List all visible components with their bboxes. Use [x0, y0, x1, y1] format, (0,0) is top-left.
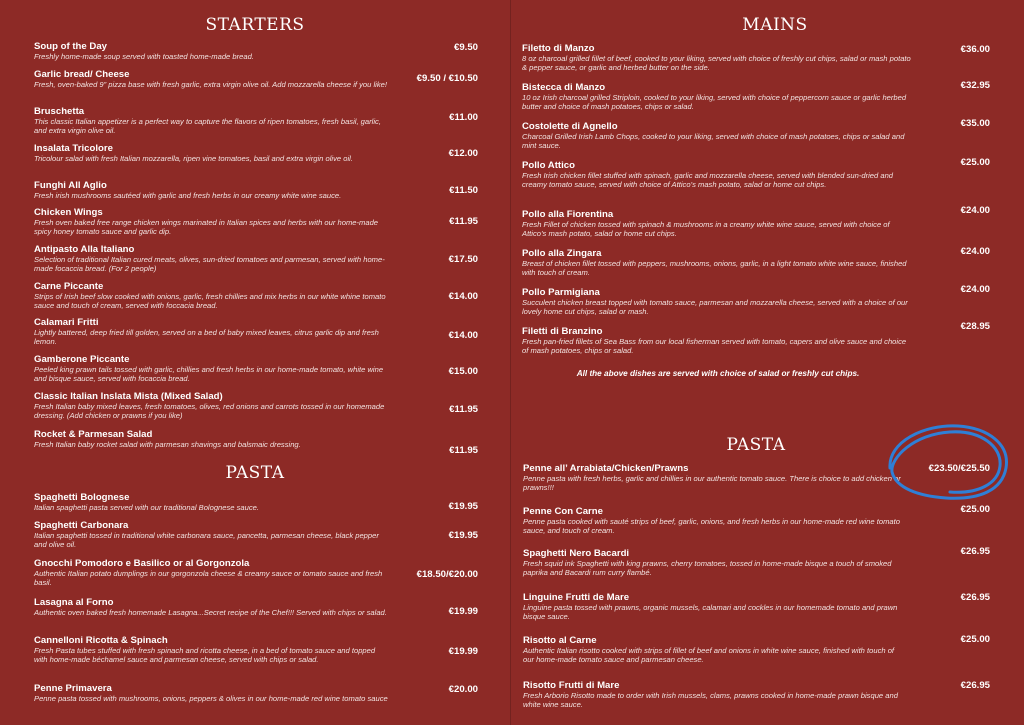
menu-item: [34, 520, 389, 550]
item-price: €19.95: [448, 530, 478, 541]
item-price: €11.95: [449, 216, 478, 227]
item-name: Soup of the Day: [34, 41, 108, 52]
item-description: Penne pasta cooked with sauté strips of beef, garlic, onions, and fresh herbs in our home-made red wine tomato sauce, and touch of cream.: [523, 517, 900, 536]
item-name: Calamari Fritti: [34, 317, 99, 328]
item-price: €23.50/€25.50: [928, 463, 990, 474]
pasta-right-title: PASTA: [726, 435, 786, 455]
item-name: Penne Con Carne: [523, 506, 603, 517]
menu-item: [522, 121, 914, 151]
pasta-left-title: PASTA: [225, 463, 285, 483]
menu-item: [34, 492, 389, 512]
item-name: Costolette di Agnello: [522, 121, 618, 132]
item-description: Breast of chicken fillet tossed with peppers, mushrooms, onions, garlic, in a light tomato white wine sauce, finished with touch of cream.: [522, 259, 907, 278]
menu-item: [34, 106, 389, 136]
item-name: Spaghetti Carbonara: [34, 520, 129, 531]
item-description: Succulent chicken breast topped with tomato sauce, parmesan and mozzarella cheese, served with a choice of our lovely home cut chips, salad or mash.: [522, 298, 908, 317]
item-description: Fresh oven baked free range chicken wings marinated in Italian spices and herbs with our home-made spicy honey tomato sauce and garlic dip.: [34, 218, 379, 237]
menu-item: [523, 592, 901, 622]
item-price: €25.00: [960, 504, 990, 515]
item-description: Fresh Fillet of chicken tossed with spinach & mushrooms in a creamy white wine sauce, served with choice of Attico’s mash potato, salad or home cut chips.: [522, 220, 890, 239]
item-price: €36.00: [960, 44, 990, 55]
item-description: Tricolour salad with fresh Italian mozzarella, ripen vine tomatoes, basil and extra virgin olive oil.: [34, 154, 353, 163]
item-name: Risotto Frutti di Mare: [523, 680, 620, 691]
item-name: Chicken Wings: [34, 207, 103, 218]
menu-item: [523, 680, 901, 710]
starters-title: STARTERS: [205, 15, 305, 35]
item-description: Italian spaghetti tossed in traditional white carbonara sauce, pancetta, parmesan cheese, black pepper and olive oil.: [34, 531, 379, 550]
menu-item: [522, 160, 914, 190]
item-price: €25.00: [960, 157, 990, 168]
item-description: 8 oz charcoal grilled fillet of beef, cooked to your liking, served with choice of freshly cut chips, salad or mash potato & pepper sauce, or garlic and herbed butter on the side.: [522, 54, 911, 73]
menu-item: [522, 287, 914, 317]
mains-footnote: All the above dishes are served with choice of salad or freshly cut chips.: [576, 369, 860, 378]
item-price: €11.50: [449, 185, 478, 196]
item-price: €11.95: [449, 404, 478, 415]
item-name: Pollo alla Zingara: [522, 248, 602, 259]
item-description: Fresh Arborio Risotto made to order with Irish mussels, clams, prawns cooked in home-made prawn bisque and white wine sauce.: [523, 691, 898, 710]
item-name: Bistecca di Manzo: [522, 82, 606, 93]
item-description: Authentic Italian potato dumplings in our gorgonzola cheese & creamy sauce or tomato sauce and fresh basil.: [34, 569, 383, 588]
menu-item: [34, 391, 389, 421]
item-description: Authentic Italian risotto cooked with strips of fillet of beef and onions in white wine sauce, finished with touch of our home-made tomato sauce and parmesan cheese.: [523, 646, 895, 665]
item-description: Linguine pasta tossed with prawns, organic mussels, calamari and cockles in our homemade tomato and prawn bisque sauce.: [523, 603, 898, 622]
menu-item: [522, 326, 914, 356]
menu-item: [522, 82, 914, 112]
item-description: Peeled king prawn tails tossed with garlic, chillies and fresh herbs in our home-made tomato, white wine and bisque sauce, served with focaccia bread.: [34, 365, 384, 384]
item-price: €26.95: [960, 592, 990, 603]
item-description: Freshly home-made soup served with toasted home-made bread.: [34, 52, 254, 61]
item-name: Rocket & Parmesan Salad: [34, 429, 153, 440]
item-name: Classic Italian Inslata Mista (Mixed Salad): [34, 391, 223, 402]
item-price: €11.95: [449, 445, 478, 456]
item-name: Penne Primavera: [34, 683, 112, 694]
item-price: €9.50: [453, 42, 478, 53]
item-name: Lasagna al Forno: [34, 597, 114, 608]
item-name: Pollo alla Fiorentina: [522, 209, 614, 220]
menu-item: [34, 207, 389, 237]
item-price: €14.00: [448, 330, 478, 341]
menu-item: [34, 597, 389, 617]
item-name: Cannelloni Ricotta & Spinach: [34, 635, 168, 646]
item-name: Spaghetti Bolognese: [34, 492, 130, 503]
menu-item: [34, 635, 389, 665]
item-description: Fresh Pasta tubes stuffed with fresh spinach and ricotta cheese, in a bed of tomato sauce and topped with home-made béchamel sauce and parmesan cheese, served with chips or salad.: [34, 646, 376, 665]
menu-item: [34, 317, 389, 347]
item-price: €24.00: [960, 284, 990, 295]
item-description: Strips of Irish beef slow cooked with onions, garlic, fresh chillies and mix herbs in our white whine tomato sauce and touch of cream, served with foccacia bread.: [34, 292, 386, 311]
item-description: Fresh Irish chicken fillet stuffed with spinach, garlic and mozzarella cheese, served with blended sun-dried and creamy tomato sauce, served with choice of Attico’s mash potato, salad or home cut chips.: [522, 171, 894, 190]
item-price: €19.95: [448, 501, 478, 512]
item-price: €17.50: [448, 254, 478, 265]
item-description: Lightly battered, deep fried till golden, served on a bed of baby mixed leaves, citrus garlic dip and fresh lemon.: [34, 328, 379, 347]
item-name: Garlic bread/ Cheese: [34, 69, 130, 80]
item-description: Fresh irish mushrooms sautéed with garlic and fresh herbs in our creamy white wine sauce.: [34, 191, 342, 200]
item-price: €28.95: [960, 321, 990, 332]
menu-item: [522, 209, 914, 239]
menu-item: [34, 69, 389, 89]
item-name: Gnocchi Pomodoro e Basilico or al Gorgonzola: [34, 558, 250, 569]
item-price: €19.99: [448, 646, 478, 657]
menu-item: [522, 43, 914, 73]
menu-item: [34, 683, 389, 703]
item-description: Charcoal Grilled Irish Lamb Chops, cooked to your liking, served with choice of mash potatoes, chips or salad and mint sauce.: [522, 132, 905, 151]
item-price: €11.00: [449, 112, 478, 123]
item-description: Authentic oven baked fresh homemade Lasagna...Secret recipe of the Chef!!! Served with chips or salad.: [34, 608, 387, 617]
item-price: €19.99: [448, 606, 478, 617]
item-description: Selection of traditional Italian cured meats, olives, sun-dried tomatoes and parmesan, served with home-made focaccia bread. (For 2 people): [34, 255, 385, 274]
menu-item: [34, 41, 389, 61]
menu-item: [34, 281, 389, 311]
item-name: Antipasto Alla Italiano: [34, 244, 135, 255]
item-description: This classic Italian appetizer is a perfect way to capture the flavors of ripen tomatoes, fresh basil, garlic, and extra virgin olive oil.: [34, 117, 381, 136]
item-name: Pollo Parmigiana: [522, 287, 600, 298]
item-price: €24.00: [960, 205, 990, 216]
item-description: Penne pasta tossed with mushrooms, onions, peppers & olives in our home-made red wine tomato sauce: [34, 694, 388, 703]
menu-item: [34, 558, 394, 588]
item-name: Carne Piccante: [34, 281, 104, 292]
item-name: Linguine Frutti de Mare: [523, 592, 630, 603]
item-price: €24.00: [960, 246, 990, 257]
item-name: Risotto al Carne: [523, 635, 597, 646]
item-description: Fresh pan-fried fillets of Sea Bass from our local fisherman served with tomato, capers and olive sauce and choice of mash potatoes, chips or salad.: [522, 337, 907, 356]
menu-item: [34, 354, 389, 384]
menu-item: [34, 180, 399, 200]
item-price: €9.50 / €10.50: [416, 73, 478, 84]
mains-title: MAINS: [742, 15, 808, 35]
item-price: €14.00: [448, 291, 478, 302]
item-description: Fresh, oven-baked 9” pizza base with fresh garlic, extra virgin olive oil. Add mozzarella cheese if you like!: [34, 80, 387, 89]
item-price: €12.00: [448, 148, 478, 159]
item-price: €25.00: [960, 634, 990, 645]
item-name: Pollo Attico: [522, 160, 575, 171]
item-description: Penne pasta with fresh herbs, garlic and chillies in our authentic tomato sauce. There is choice to add chicken or prawns!!!: [523, 474, 901, 493]
item-name: Filetto di Manzo: [522, 43, 595, 54]
item-description: Fresh Italian baby rocket salad with parmesan shavings and balsmaic dressing.: [34, 440, 301, 449]
menu-item: [523, 635, 901, 665]
item-description: Fresh squid ink Spaghetti with king prawns, cherry tomatoes, tossed in home-made bisque a touch of smoked paprika and Bacardi rum curry flambé.: [523, 559, 892, 578]
item-name: Spaghetti Nero Bacardi: [523, 548, 630, 559]
item-price: €35.00: [960, 118, 990, 129]
item-price: €18.50/€20.00: [416, 569, 478, 580]
menu-item: [34, 244, 394, 274]
item-description: Italian spaghetti pasta served with our traditional Bolognese sauce.: [34, 503, 259, 512]
item-price: €26.95: [960, 546, 990, 557]
menu-item: [523, 548, 901, 578]
item-description: 10 oz Irish charcoal grilled Striploin, cooked to your liking, served with choice of peppercorn sauce or garlic herbed butter and choice of mash potatoes, chips or salad.: [522, 93, 907, 112]
item-name: Insalata Tricolore: [34, 143, 113, 154]
item-name: Bruschetta: [34, 106, 85, 117]
column-divider: [510, 0, 511, 725]
item-name: Funghi All Aglio: [34, 180, 107, 191]
item-name: Filetti di Branzino: [522, 326, 603, 337]
item-price: €15.00: [448, 366, 478, 377]
menu-item: [522, 248, 914, 278]
item-price: €26.95: [960, 680, 990, 691]
menu-item: [34, 429, 389, 449]
menu-item: [34, 143, 389, 163]
item-name: Penne all’ Arrabiata/Chicken/Prawns: [523, 463, 689, 474]
item-price: €32.95: [960, 80, 990, 91]
hand-drawn-circle-annotation: [884, 420, 1014, 504]
item-price: €20.00: [448, 684, 478, 695]
item-name: Gamberone Piccante: [34, 354, 130, 365]
menu-item: [523, 506, 901, 536]
menu-item: [523, 463, 901, 493]
item-description: Fresh Italian baby mixed leaves, fresh tomatoes, olives, red onions and carrots tossed in our homemade dressing. (Add chicken or prawns if you like): [34, 402, 385, 421]
